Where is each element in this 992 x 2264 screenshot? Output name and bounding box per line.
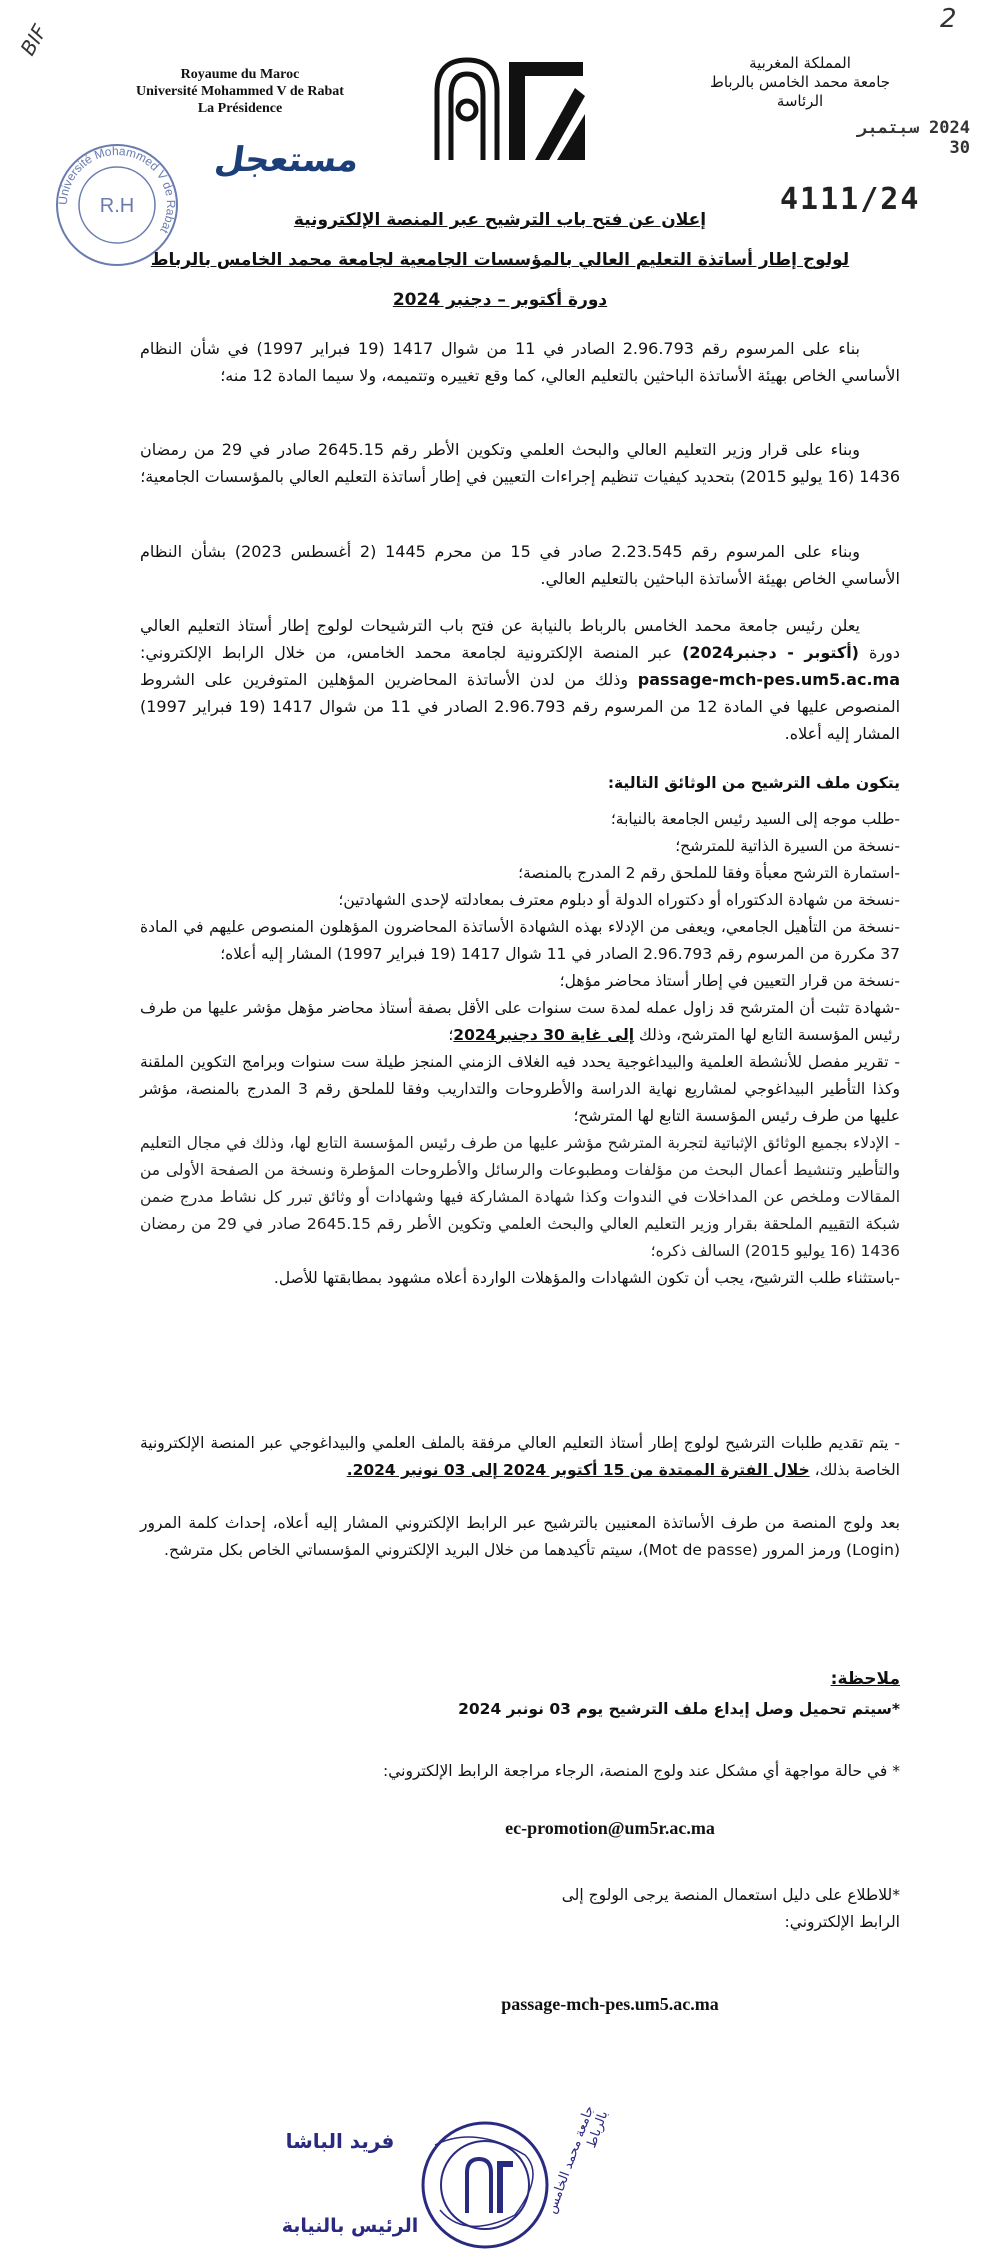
documents-list (140, 806, 900, 1292)
date-stamp: 2024 سبتمبر 30 (857, 118, 970, 158)
preamble-decree-1997: بناء على المرسوم رقم 2.96.793 الصادر في 11 من شوال 1417 (19 فبراير 1997) في شأن النظام الأساسي الخاص بهيئة الأساتذة الباحثين بالتعليم العالي، كما وقع تغييره وتتميمه، ولا سيما المادة 12 منه؛ (140, 339, 900, 385)
announcement-paragraph (140, 612, 900, 747)
preamble-ministerial-order: وبناء على قرار وزير التعليم العالي والبحث العلمي وتكوين الأطر رقم 2645.15 صادر في 29 من رمضان 1436 (16 يوليو 2015) بتحديد كيفيات تنظيم إجراءات التعيين في إطار أساتذة التعليم العالي بالمؤسسات الجامعية؛ (140, 440, 900, 486)
submission-text: - يتم تقديم طلبات الترشيح لولوج إطار أستاذ التعليم العالي مرفقة بالملف العلمي والبيداغوجي عبر المنصة الإلكترونية الخاصة بذلك، (140, 1434, 900, 1479)
login-paragraph: بعد ولوج المنصة من طرف الأساتذة المعنيين بالترشيح عبر الرابط الإلكتروني المشار إليه أعلاه، إحداث كلمة المرور (Login) ورمز المرور (Mot de passe)، سيتم تأكيدهما من خلال البريد الإلكتروني المؤسساتي الخاص بكل مترشح. (140, 1514, 900, 1559)
header-fr-university: Université Mohammed V de Rabat (136, 84, 344, 99)
header-arabic (680, 54, 920, 111)
document-item: -طلب موجه إلى السيد رئيس الجامعة بالنيابة؛ (610, 810, 900, 828)
document-item-activity-report: - تقرير مفصل للأنشطة العلمية والبيداغوجية يحدد فيه الغلاف الزمني المنجز طيلة ست سنوات وبرامج التكوين الملقنة وكذا التأطير البيداغوجي لمشاريع نهاية الدراسة والأطروحات والتداريب وفقا للملحق رقم 3 المدرج بالمنصة، مؤشر عليها من طرف رئيس المؤسسة التابع لها المترشح؛ (140, 1053, 900, 1125)
note-guide-line2: الرابط الإلكتروني: (784, 1913, 900, 1931)
announcement-link[interactable]: passage-mch-pes.um5.ac.ma (637, 670, 900, 689)
service-certificate-end: ؛ (448, 1026, 454, 1044)
document-item-service-certificate (140, 995, 900, 1049)
signatory-name: فريد الباشا (285, 2129, 395, 2153)
signature-block (270, 2103, 690, 2255)
announcement-text-1: يعلن رئيس جامعة محمد الخامس بالرباط بالنيابة عن فتح باب الترشيحات لولوج إطار أستاذ التعليم العالي دورة (140, 616, 901, 662)
header-ar-university: جامعة محمد الخامس بالرباط (709, 73, 891, 91)
header-fr-presidency: La Présidence (197, 101, 283, 116)
rh-stamp-label: R.H (99, 195, 135, 217)
announcement-text-2: عبر المنصة الإلكترونية لجامعة محمد الخامس، من خلال الرابط الإلكتروني: (140, 643, 683, 662)
title-session: دورة أكتوبر – دجنبر 2024 (392, 290, 608, 310)
service-certificate-text: -شهادة تثبت أن المترشح قد زاول عمله لمدة ست سنوات على الأقل بصفة أستاذ محاضر مؤهل مؤشر عليها من طرف رئيس المؤسسة التابع لها المترشح، وذلك (140, 999, 900, 1044)
title-announcement: إعلان عن فتح باب الترشيح عبر المنصة الإلكترونية (293, 210, 707, 230)
document-item-supporting-documents: - الإدلاء بجميع الوثائق الإثباتية لتجربة المترشح مؤشر عليها من طرف رئيس المؤسسة التابع لها، وذلك في مجال التعليم والتأطير وتنشيط أعمال البحث من مؤلفات ومطبوعات والرسائل والأطروحات المؤطرة ونسخة من الصفحة الأولى من المقالات وملخص عن المداخلات في الندوات وكذا شهادة المشاركة فيها وشهادات أو وثائق تبرر كل نشاط مدرج ضمن شبكة التقييم الملحقة بقرار وزير التعليم العالي والبحث العلمي وتكوين الأطر رقم 2645.15 صادر في 29 من رمضان 1436 (16 يوليو 2015) السالف ذكره؛ (140, 1134, 900, 1260)
header-ar-presidency: الرئاسة (776, 92, 824, 110)
rh-stamp-ring-text: Université Mohammed V de Rabat (55, 143, 179, 236)
submission-paragraph (140, 1430, 900, 1484)
documents-heading: يتكون ملف الترشيح من الوثائق التالية: (607, 774, 900, 792)
guide-link[interactable]: passage-mch-pes.um5.ac.ma (501, 1994, 719, 2014)
support-email[interactable]: ec-promotion@um5r.ac.ma (505, 1818, 715, 1838)
document-item: -نسخة من قرار التعيين في إطار أستاذ محاضر مؤهل؛ (559, 972, 900, 990)
document-item: -استمارة الترشح معبأة وفقا للملحق رقم 2 المدرج بالمنصة؛ (518, 864, 900, 882)
urgent-note: مستعجل (212, 140, 362, 180)
service-certificate-deadline: إلى غاية 30 دجنبر2024 (453, 1026, 635, 1044)
document-item: -نسخة من التأهيل الجامعي، ويعفى من الإدلاء بهذه الشهادة الأساتذة المحاضرون المؤهلون المنصوص عليهم في المادة 37 مكررة من المرسوم رقم 2.96.793 الصادر في 11 شوال 1417 (19 فبراير 1997) المشار إليه أعلاه؛ (140, 918, 900, 963)
note-support: * في حالة مواجهة أي مشكل عند ولوج المنصة، الرجاء مراجعة الرابط الإلكتروني: (383, 1762, 900, 1780)
corner-initials-left: BIF (15, 20, 52, 60)
header-ar-country: المملكة المغربية (749, 54, 851, 72)
header-french (95, 66, 385, 117)
reference-number: 4111/24 (780, 182, 921, 217)
corner-mark-right: 2 (940, 4, 957, 34)
note-receipt: *سيتم تحميل وصل إيداع ملف الترشيح يوم 03 نونبر 2024 (458, 1700, 900, 1718)
title-subject: لولوج إطار أساتذة التعليم العالي بالمؤسسات الجامعية لجامعة محمد الخامس بالرباط (150, 250, 850, 270)
header-fr-country: Royaume du Maroc (180, 67, 300, 82)
document-item: -نسخة من السيرة الذاتية للمترشح؛ (675, 837, 900, 855)
submission-period: خلال الفترة الممتدة من 15 أكتوبر 2024 إلى 03 نونبر 2024. (346, 1461, 810, 1479)
document-item: -نسخة من شهادة الدكتوراه أو دكتوراه الدولة أو دبلوم معترف بمعادلته لإحدى الشهادتين؛ (338, 891, 900, 909)
notes-heading: ملاحظة: (830, 1669, 900, 1689)
signatory-title: الرئيس بالنيابة (281, 2215, 419, 2237)
note-guide-line1: *للاطلاع على دليل استعمال المنصة يرجى الولوج إلى (561, 1886, 900, 1904)
document-item-certified-copies: -باستثناء طلب الترشيح، يجب أن تكون الشهادات والمؤهلات الواردة أعلاه مشهود بمطابقتها للأصل. (273, 1269, 900, 1287)
announcement-session: (أكتوبر - دجنبر2024) (682, 643, 859, 662)
university-logo (425, 52, 595, 164)
seal-ring-text: جامعة محمد الخامس بالرباط (544, 2103, 612, 2216)
note-guide (140, 1882, 900, 1936)
announcement-text-3: وذلك من لدن الأساتذة المحاضرين المؤهلين المتوفرين على الشروط المنصوص عليها في المادة 12 من المرسوم رقم 2.96.793 الصادر في 11 من شوال 1417 (19 فبراير 1997) المشار إليه أعلاه. (140, 670, 901, 743)
preamble-decree-2023: وبناء على المرسوم رقم 2.23.545 صادر في 15 من محرم 1445 (2 أغسطس 2023) بشأن النظام الأساسي الخاص بهيئة الأساتذة الباحثين بالتعليم العالي. (140, 542, 900, 588)
